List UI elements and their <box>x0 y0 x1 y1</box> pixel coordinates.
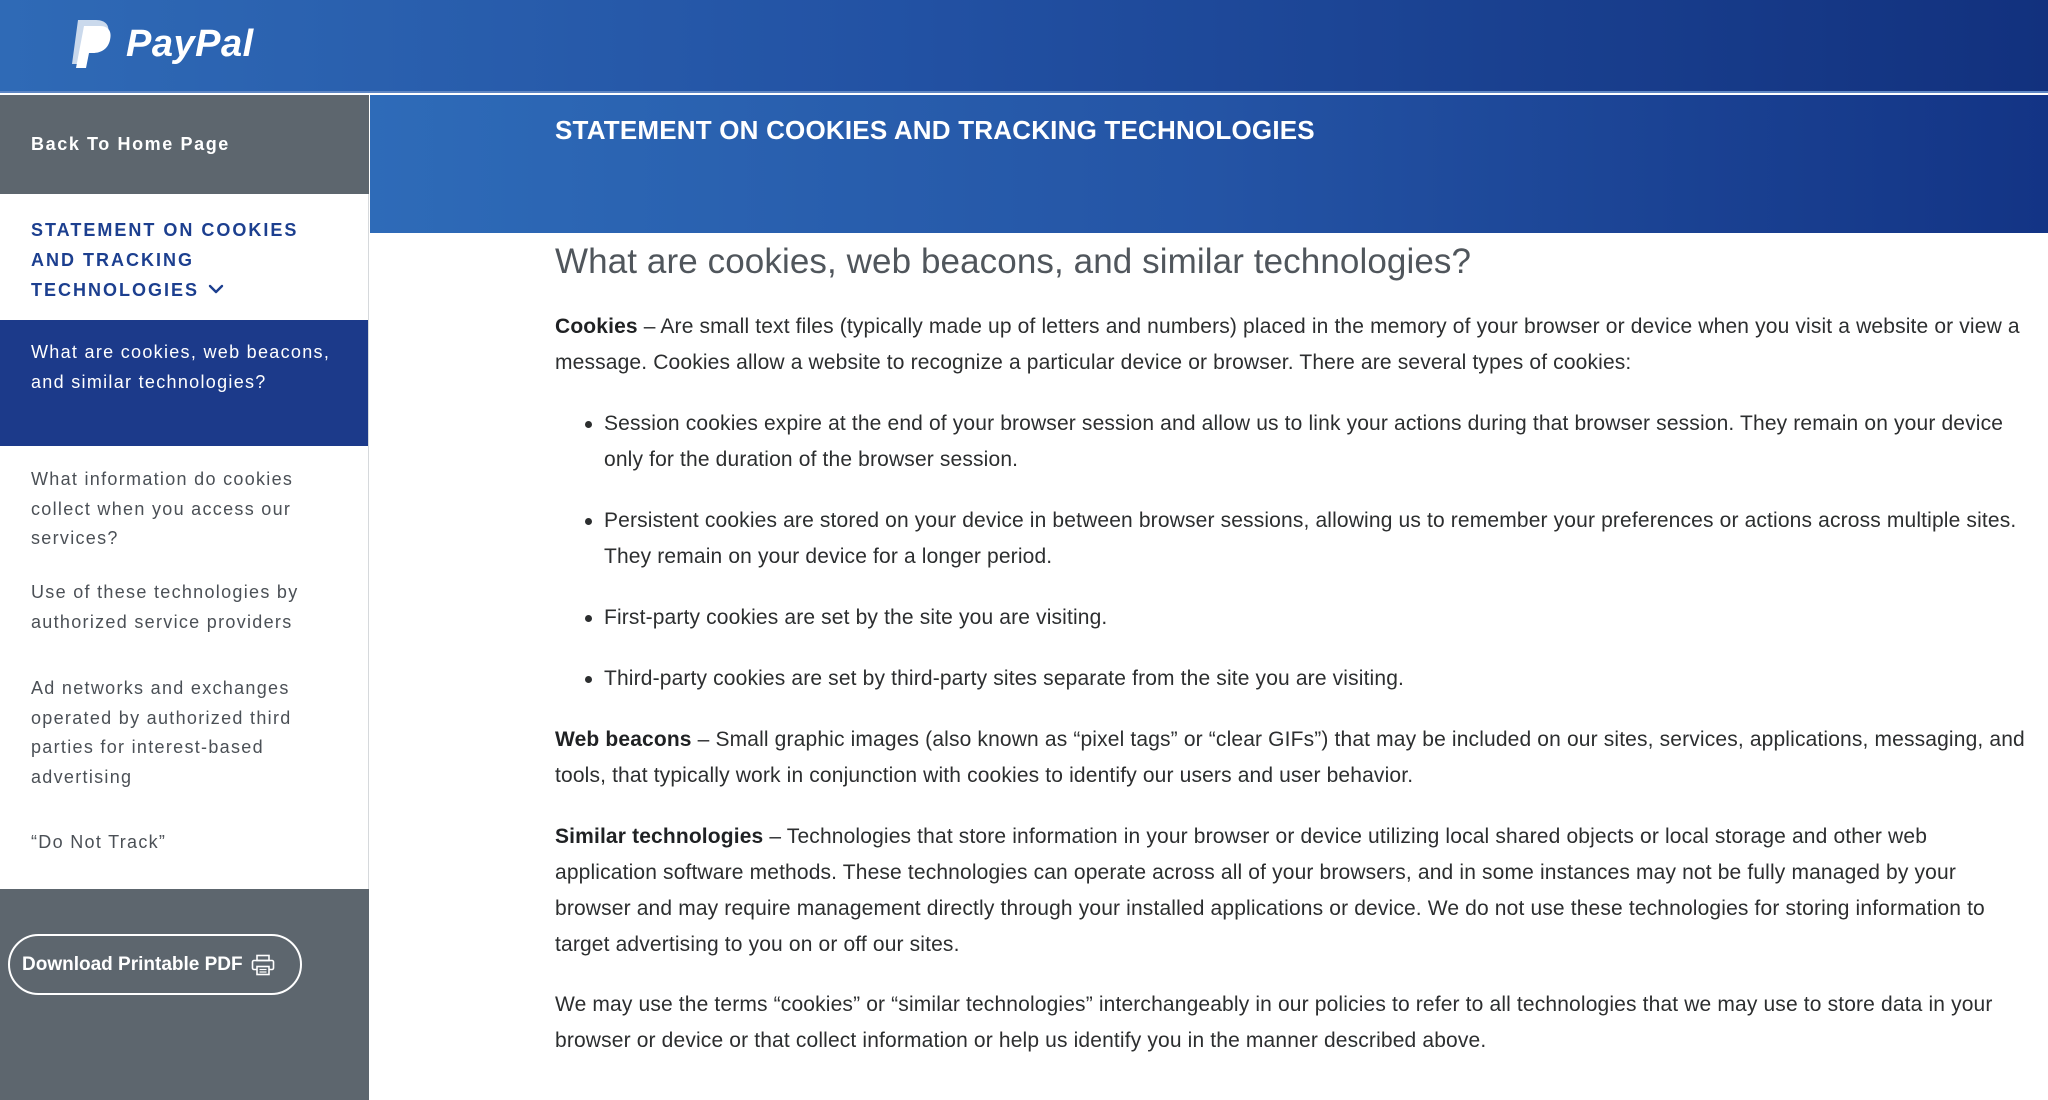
sidebar <box>0 95 369 1100</box>
list-item: Third-party cookies are set by third-party sites separate from the site you are visiting. <box>555 661 2035 697</box>
list-item: Session cookies expire at the end of your browser session and allow us to link your actions during that browser session. They remain on your device only for the duration of the browser session. <box>555 406 2035 478</box>
page-title: STATEMENT ON COOKIES AND TRACKING TECHNOLOGIES <box>555 115 1315 145</box>
cookies-term: Cookies <box>555 315 638 338</box>
web-beacons-paragraph <box>555 722 2035 794</box>
sidebar-item-what-are-cookies[interactable] <box>0 320 368 446</box>
sidebar-item-ad-networks[interactable] <box>0 668 368 824</box>
paypal-logo-icon <box>68 18 112 70</box>
brand-name: PayPal <box>126 22 254 65</box>
sidebar-item-label: What information do cookies collect when you access our services? <box>31 469 294 548</box>
sidebar-item-label: Ad networks and exchanges operated by authorized third parties for interest-based advertising <box>31 678 292 787</box>
chevron-down-icon <box>207 280 225 298</box>
sidebar-item-do-not-track[interactable] <box>0 824 368 889</box>
sidebar-item-label: Use of these technologies by authorized service providers <box>31 582 299 632</box>
sidebar-item-label: What are cookies, web beacons, and similar technologies? <box>31 342 331 392</box>
list-item: Persistent cookies are stored on your device in between browser sessions, allowing us to remember your preferences or actions across multiple sites. They remain on your device for a longer period. <box>555 503 2035 575</box>
web-beacons-text: – Small graphic images (also known as “pixel tags” or “clear GIFs”) that may be included on our sites, services, applications, messaging, and tools, that typically work in conjunction with cookies to identify our users and user behavior. <box>555 728 2025 787</box>
sidebar-item-label: “Do Not Track” <box>31 832 167 852</box>
top-header <box>0 0 2048 93</box>
sidebar-section-heading[interactable] <box>0 194 368 320</box>
cookie-types-list <box>555 406 2035 697</box>
list-item: First-party cookies are set by the site you are visiting. <box>555 600 2035 636</box>
back-to-home-link[interactable]: Back To Home Page <box>0 95 369 194</box>
download-pdf-button[interactable] <box>8 934 302 995</box>
paypal-logo[interactable] <box>68 18 254 70</box>
download-pdf-label: Download Printable PDF <box>22 953 243 975</box>
cookies-paragraph <box>555 309 2035 381</box>
main-content <box>555 238 2035 1059</box>
similar-technologies-term: Similar technologies <box>555 825 764 848</box>
similar-technologies-text: – Technologies that store information in your browser or device utilizing local shared objects or local storage and other web application software methods. These technologies can operate across all of your browsers, and in some instances may not be fully managed by your browser and may require management directly through your installed applications or device. We do not use these technologies for storing information to target advertising to you on or off our sites. <box>555 825 1985 956</box>
closing-paragraph: We may use the terms “cookies” or “similar technologies” interchangeably in our policies to refer to all technologies that we may use to store data in your browser or device or that collect information or help us identify you in the manner described above. <box>555 993 1993 1052</box>
sidebar-nav <box>0 194 369 889</box>
section-heading: What are cookies, web beacons, and similar technologies? <box>555 242 1472 281</box>
sidebar-item-service-providers[interactable] <box>0 572 368 668</box>
sidebar-item-information-collected[interactable] <box>0 446 368 572</box>
sidebar-heading-label: STATEMENT ON COOKIES AND TRACKING TECHNOLOGIES <box>31 220 299 300</box>
cookies-text: – Are small text files (typically made up of letters and numbers) placed in the memory of your browser or device when you visit a website or view a message. Cookies allow a website to recognize a particular device or browser. There are several types of cookies: <box>555 315 2020 374</box>
page-banner <box>370 95 2048 233</box>
web-beacons-term: Web beacons <box>555 728 692 751</box>
similar-technologies-paragraph <box>555 819 2035 963</box>
printer-icon <box>251 954 275 976</box>
